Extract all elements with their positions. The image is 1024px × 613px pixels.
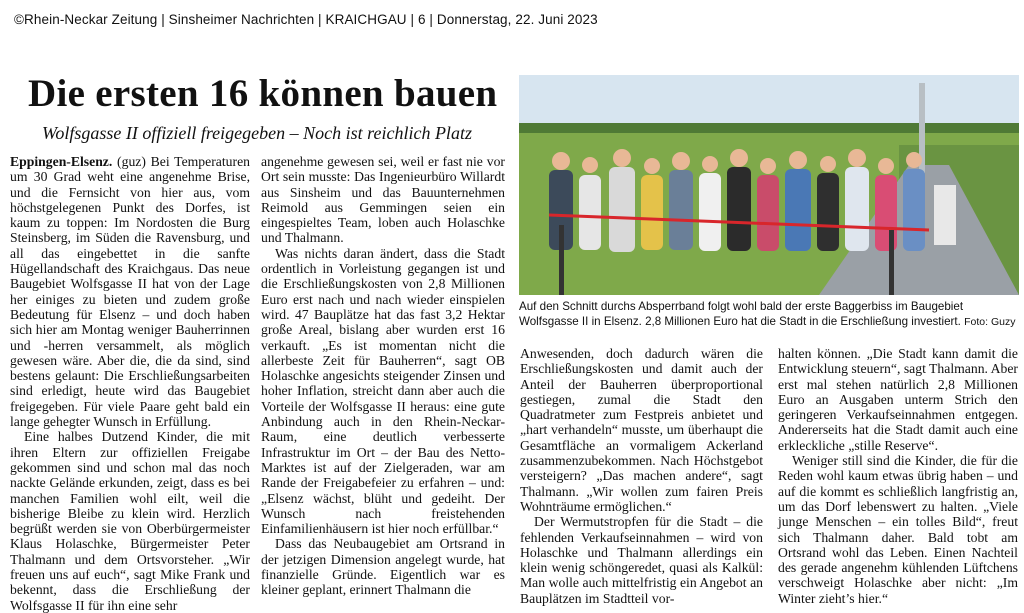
article-column-4 bbox=[778, 346, 1018, 606]
paragraph: halten können. „Die Stadt kann damit die Entwicklung steuern“, sagt Thalmann. Aber erst mal stehen natürlich 2,8 Millionen Euro an Ausgaben unterm Strich den geringeren Verkaufseinnahmen entgegen. Andererseits hat die Stadt damit auch eine erkleckliche „stille Reserve“. bbox=[778, 346, 1018, 453]
paragraph: Was nichts daran ändert, dass die Stadt ordentlich in Vorleistung gegangen ist und die Erschließungskosten von 2,8 Millionen Euro erst nach und nach wieder einspielen wird. 47 Bauplätze hat das fast 3,2 Hektar große Areal, bislang aber wurden erst 16 verkauft. „Es ist momentan nicht die allerbeste Zeit für Bauherren“, sagt OB Holaschke angesichts steigender Zinsen und hoher Inflation, streicht dann aber auch die Vorteile der Wolfsgasse II heraus: eine gute Anbindung auch in den Rhein-Neckar-Raum, eine deutlich verbesserte Infrastruktur im Ort – der Bau des Netto-Marktes ist auf der Zielgeraden, war am Rande der Freigabefeier zu erfahren – und: „Elsenz wächst, blüht und gedeiht. Der Wunsch nach freistehenden Einfamilienhäusern ist hier noch erfüllbar.“ bbox=[261, 245, 505, 537]
paragraph: Weniger still sind die Kinder, die für die Reden wohl kaum etwas übrig haben – und auf die kommt es schließlich langfristig an, um das Dorf lebenswert zu halten. „Viele junge Menschen – ein tolles Bild“, freut sich Thalmann daher. Bald tobt am Ortsrand wohl das Leben. Einen Nachteil des gerade angenehm kühlenden Lüftchens verschweigt Holaschke aber nicht: „Im Winter zieht’s hier.“ bbox=[778, 453, 1018, 606]
sky bbox=[519, 75, 1019, 125]
treeline bbox=[519, 123, 1019, 133]
paragraph-text: (guz) Bei Temperaturen um 30 Grad weht eine angenehme Brise, und die Fernsicht von hier aus, vom höchstgelegenen Punkt des Dorfes, ist kaum zu toppen: Im Nordosten die Burg Steinsberg, im Süden die Ravensburg, und all das eingebettet in die sanfte Hügellandschaft des Kraichgaus. Das neue Baugebiet Wolfsgasse II hat von der Lage her einiges zu bieten und zudem große Bedeutung für Elsenz – und doch haben sich hier am Montag weniger Bauherrinnen und -herren versammelt, als möglich gewesen wäre. Aber die, die da sind, sind bestens gelaunt: Die Erschließungsarbeiten sind erledigt, heute wird das Baugebiet freigegeben. Für viele Paare geht bald ein lange gehegter Wunsch in Erfüllung. bbox=[10, 154, 250, 430]
subheadline: Wolfsgasse II offiziell freigegeben – Noch ist reichlich Platz bbox=[42, 123, 472, 143]
post bbox=[934, 185, 956, 245]
paragraph: Eine halbes Dutzend Kinder, die mit ihren Eltern zur offiziellen Freigabe gekommen sind und schon mal das noch nackte Gelände erkunden, zeigt, dass es bei manchen Familien wohl eilt, weil die bisherige Bleibe zu klein wird. Herzlich begrüßt werden sie von Oberbürgermeister Klaus Holaschke, Bürgermeister Peter Thalmann und dem Ortsvorsteher. „Wir freuen uns auf euch“, sagt Mike Frank und bekennt, dass die Erschließung der Wolfsgasse II für ihn eine sehr bbox=[10, 429, 250, 613]
article-column-3 bbox=[520, 346, 763, 606]
ribbon-stand bbox=[559, 225, 564, 295]
caption-text: Auf den Schnitt durchs Absperrband folgt wohl bald der erste Baggerbiss im Baugebiet Wolfsgasse II in Elsenz. 2,8 Millionen Euro hat die Stadt in die Erschließung investiert. bbox=[519, 300, 964, 328]
article-photo bbox=[519, 75, 1019, 295]
photo-caption bbox=[519, 299, 1019, 330]
paragraph: Anwesenden, doch dadurch wären die Erschließungskosten und damit auch der Anteil der Bauherren überproportional gestiegen, zumal die Stadt den Quadratmeter zum Festpreis anbietet und „hart verhandeln“ musste, um überhaupt die Gesamtfläche an vormaligem Ackerland zusammenzubekommen. Nach Höchstgebot versteigern? „Das machen andere“, sagt Thalmann. „Wir wollen zum fairen Preis Wohnträume ermöglichen.“ bbox=[520, 346, 763, 514]
paragraph: Dass das Neubaugebiet am Ortsrand in der jetzigen Dimension angelegt wurde, hat finanzielle Gründe. Eigentlich war es kleiner geplant, erinnert Thalmann die bbox=[261, 536, 505, 598]
paragraph: angenehme gewesen sei, weil er fast nie vor Ort sein musste: Das Ingenieurbüro Willardt aus Sinsheim und das Bauunternehmen Reimold aus Gemmingen seien ein eingespieltes Team, loben auch Holaschke und Thalmann. bbox=[261, 154, 505, 246]
headline: Die ersten 16 können bauen bbox=[28, 72, 498, 115]
masthead: ©Rhein-Neckar Zeitung | Sinsheimer Nachrichten | KRAICHGAU | 6 | Donnerstag, 22. Juni 2023 bbox=[14, 12, 598, 27]
photo-illustration bbox=[519, 75, 1019, 295]
photo-credit: Foto: Guzy bbox=[964, 316, 1016, 328]
article-column-1 bbox=[10, 154, 250, 613]
article-column-2 bbox=[261, 154, 505, 598]
dateline: Eppingen-Elsenz. bbox=[10, 154, 113, 169]
paragraph bbox=[10, 154, 250, 429]
paragraph: Der Wermutstropfen für die Stadt – die fehlenden Verkaufseinnahmen – wird von Holaschke und Thalmann allerdings ein klein wenig schöngeredet, quasi als Kalkül: Man wolle auch mittelfristig ein Angebot an Bauplätzen im Stadtteil vor- bbox=[520, 514, 763, 606]
ribbon-stand bbox=[889, 230, 894, 295]
